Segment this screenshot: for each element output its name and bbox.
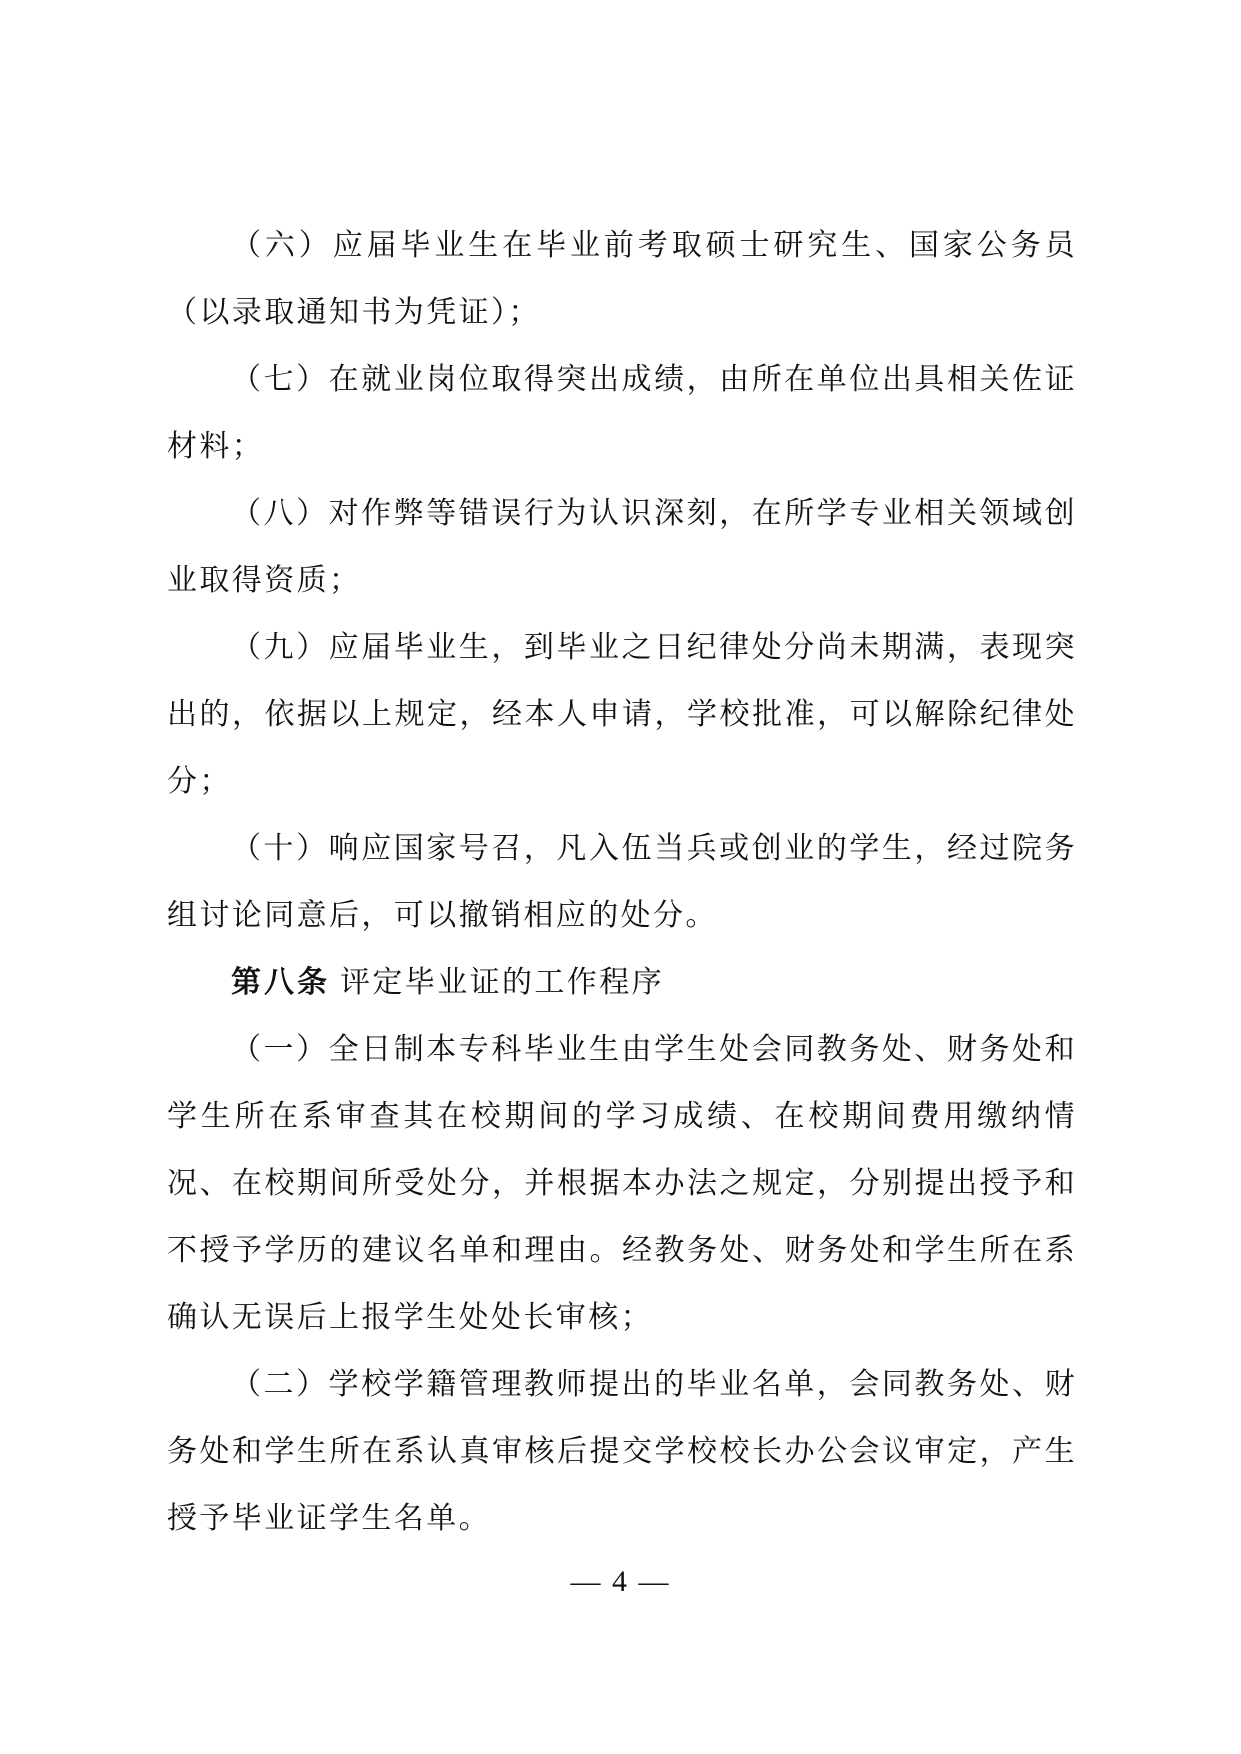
- clause-nine: （九）应届毕业生，到毕业之日纪律处分尚未期满，表现突出的，依据以上规定，经本人申请，学校批准，可以解除纪律处分；: [167, 630, 1077, 799]
- page-number: — 4 —: [570, 1565, 671, 1598]
- clause-eight: （八）对作弊等错误行为认识深刻，在所学专业相关领域创业取得资质；: [167, 496, 1077, 598]
- clause-ten: （十）响应国家号召，凡入伍当兵或创业的学生，经过院务组讨论同意后，可以撤销相应的处分。: [167, 831, 1077, 933]
- clause-seven: （七）在就业岗位取得突出成绩，由所在单位出具相关佐证材料；: [167, 362, 1077, 464]
- document-body: [167, 212, 1077, 1552]
- procedure-two: （二）学校学籍管理教师提出的毕业名单，会同教务处、财务处和学生所在系认真审核后提交学校校长办公会议审定，产生授予毕业证学生名单。: [167, 1367, 1077, 1536]
- article-number: 第八条: [231, 965, 330, 1000]
- article-title: 评定毕业证的工作程序: [340, 965, 664, 1000]
- clause-six: （六）应届毕业生在毕业前考取硕士研究生、国家公务员（以录取通知书为凭证）；: [167, 228, 1077, 330]
- article-heading: [167, 949, 1077, 1016]
- procedure-one: （一）全日制本专科毕业生由学生处会同教务处、财务处和学生所在系审查其在校期间的学习成绩、在校期间费用缴纳情况、在校期间所受处分，并根据本办法之规定，分别提出授予和不授予学历的建议名单和理由。经教务处、财务处和学生所在系确认无误后上报学生处处长审核；: [167, 1032, 1077, 1335]
